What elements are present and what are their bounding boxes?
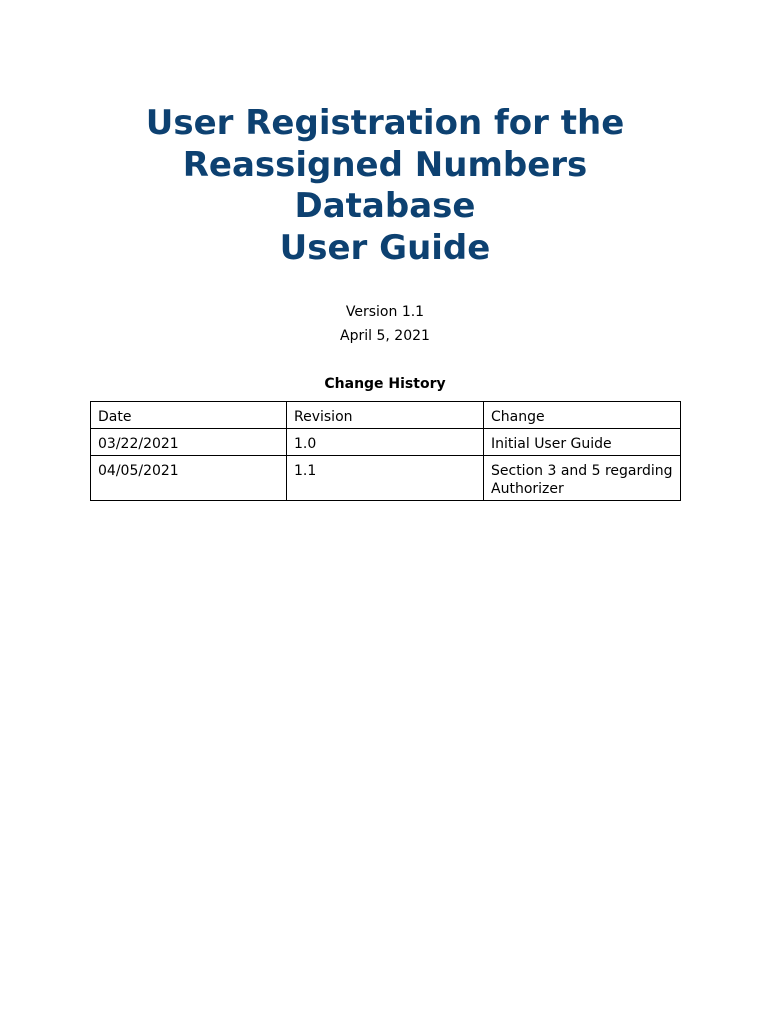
table-cell-date: 03/22/2021 [91, 429, 287, 456]
table-cell-change: Section 3 and 5 regarding Authorizer [484, 456, 681, 501]
table-row [91, 429, 681, 456]
table-row [91, 456, 681, 501]
title-line-1: User Registration for the [145, 103, 625, 143]
title-line-2: Reassigned Numbers [182, 144, 588, 185]
document-title [0, 103, 770, 269]
change-history-table [90, 401, 681, 501]
title-line-4: User Guide [279, 227, 491, 268]
column-header-revision: Revision [287, 402, 484, 429]
document-version: Version 1.1 [345, 304, 425, 320]
table-cell-date: 04/05/2021 [91, 456, 287, 501]
change-history-heading: Change History [324, 376, 446, 392]
table-cell-revision: 1.1 [287, 456, 484, 501]
table-cell-change: Initial User Guide [484, 429, 681, 456]
title-line-3: Database [294, 186, 476, 226]
table-header-row [91, 402, 681, 429]
column-header-date: Date [91, 402, 287, 429]
document-date: April 5, 2021 [340, 328, 430, 344]
column-header-change: Change [484, 402, 681, 429]
table-cell-revision: 1.0 [287, 429, 484, 456]
